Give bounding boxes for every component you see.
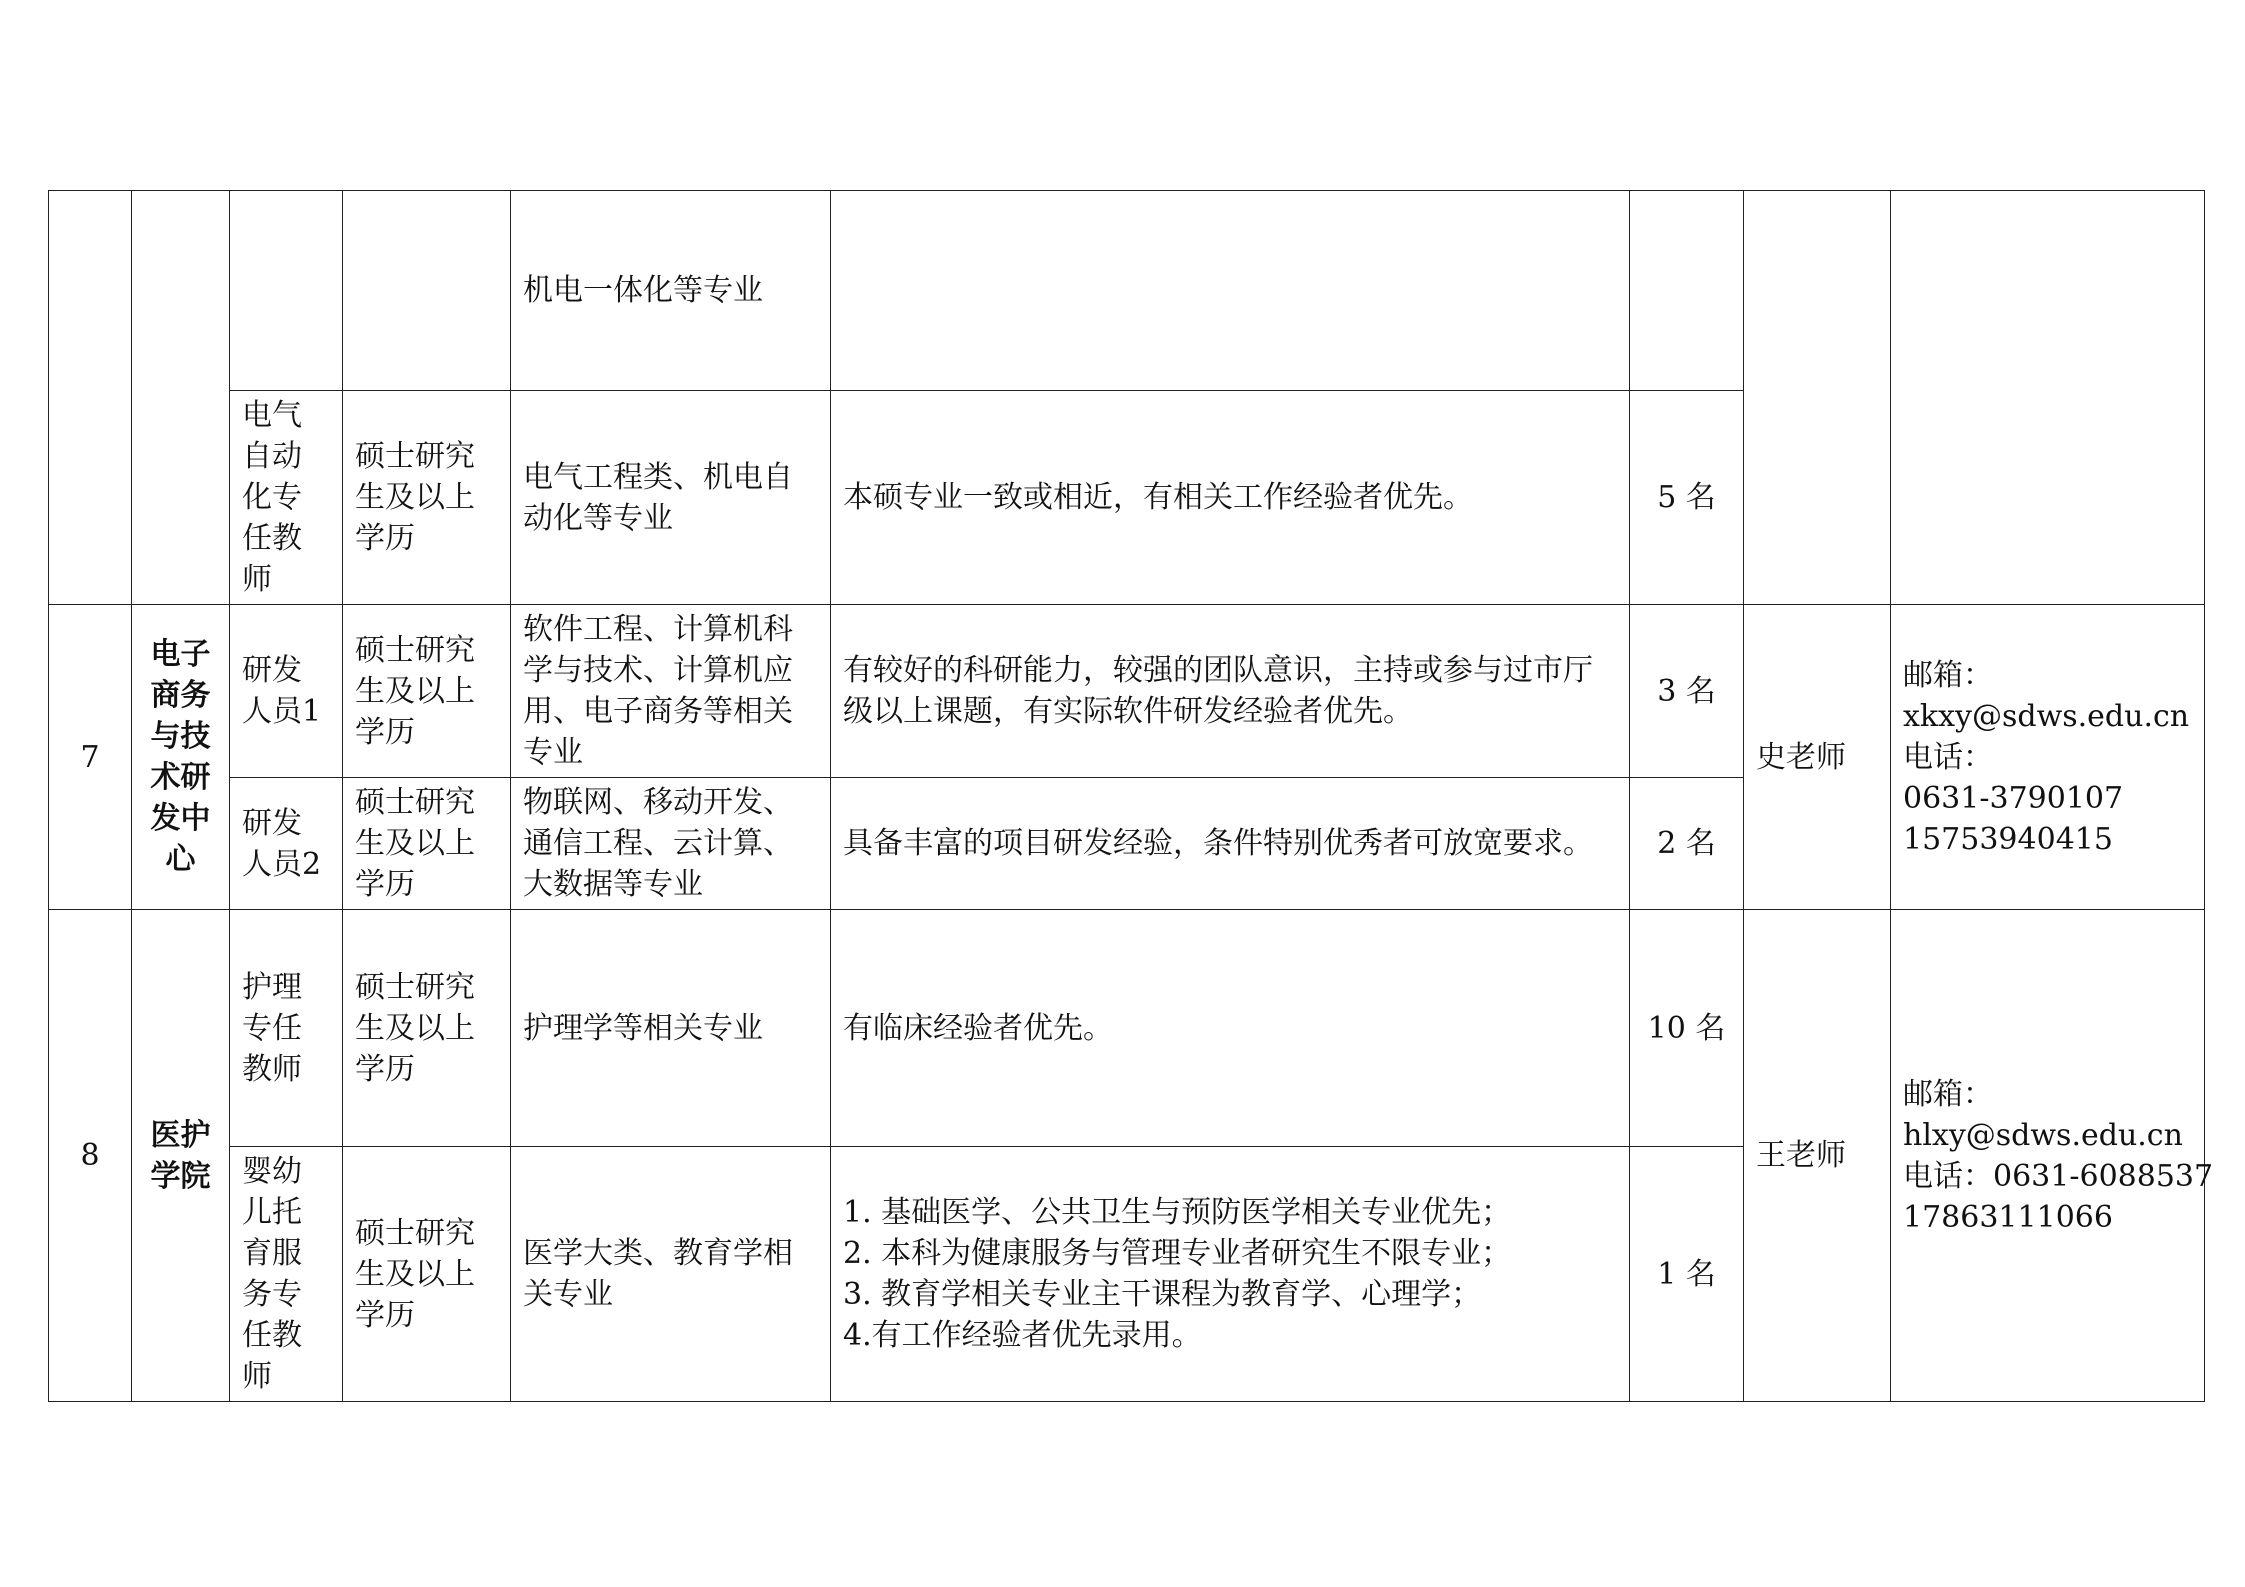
- phone-number: 电话：0631-6088537: [1903, 1158, 2214, 1194]
- contact-info-cell: [1891, 605, 2205, 910]
- requirement-line: 3. 教育学相关专业主干课程为教育学、心理学；: [843, 1277, 1482, 1312]
- unit-cell: [132, 191, 230, 605]
- requirement-cell: 本硕专业一致或相近，有相关工作经验者优先。: [831, 391, 1630, 605]
- contact-cell: [1744, 191, 1891, 605]
- number-cell: 8: [49, 910, 132, 1402]
- degree-cell: 硕士研究生及以上学历: [343, 778, 511, 910]
- major-cell: 医学大类、教育学相关专业: [511, 1147, 831, 1402]
- phone-label: 电话：: [1903, 739, 1993, 775]
- degree-cell: 硕士研究生及以上学历: [343, 605, 511, 778]
- degree-cell: 硕士研究生及以上学历: [343, 910, 511, 1147]
- mobile-number: 17863111066: [1903, 1199, 2113, 1235]
- post-cell: 护理专任教师: [230, 910, 343, 1147]
- table-row: [49, 605, 2205, 778]
- count-cell: 1 名: [1630, 1147, 1744, 1402]
- requirement-cell: 具备丰富的项目研发经验，条件特别优秀者可放宽要求。: [831, 778, 1630, 910]
- unit-cell: 电子商务与技术研发中心: [132, 605, 230, 910]
- table-row: [49, 191, 2205, 391]
- requirement-cell: 有较好的科研能力，较强的团队意识，主持或参与过市厅级以上课题，有实际软件研发经验者优先。: [831, 605, 1630, 778]
- unit-cell: 医护学院: [132, 910, 230, 1402]
- post-cell: 研发人员1: [230, 605, 343, 778]
- count-cell: 2 名: [1630, 778, 1744, 910]
- count-cell: 3 名: [1630, 605, 1744, 778]
- major-cell: 护理学等相关专业: [511, 910, 831, 1147]
- post-cell: 研发人员2: [230, 778, 343, 910]
- requirement-line: 4.有工作经验者优先录用。: [843, 1318, 1202, 1353]
- phone-number: 0631-3790107: [1903, 780, 2124, 816]
- requirement-line: 2. 本科为健康服务与管理专业者研究生不限专业；: [843, 1236, 1512, 1271]
- email-address: hlxy@sdws.edu.cn: [1903, 1117, 2183, 1153]
- post-cell: [230, 191, 343, 391]
- recruitment-table: [48, 190, 2214, 1402]
- major-cell: 物联网、移动开发、通信工程、云计算、大数据等专业: [511, 778, 831, 910]
- email-label: 邮箱：: [1903, 1076, 1993, 1112]
- table-row: [49, 910, 2205, 1147]
- contact-info-cell: [1891, 910, 2214, 1402]
- degree-cell: 硕士研究生及以上学历: [343, 391, 511, 605]
- degree-cell: [343, 191, 511, 391]
- major-cell: 软件工程、计算机科学与技术、计算机应用、电子商务等相关专业: [511, 605, 831, 778]
- post-cell: 婴幼儿托育服务专任教师: [230, 1147, 343, 1402]
- count-cell: 10 名: [1630, 910, 1744, 1147]
- requirement-cell: 有临床经验者优先。: [831, 910, 1630, 1147]
- requirement-line: 1. 基础医学、公共卫生与预防医学相关专业优先；: [843, 1195, 1512, 1230]
- major-cell: 机电一体化等专业: [511, 191, 831, 391]
- number-cell: [49, 191, 132, 605]
- number-cell: 7: [49, 605, 132, 910]
- major-cell: 电气工程类、机电自动化等专业: [511, 391, 831, 605]
- contact-info-cell: [1891, 191, 2205, 605]
- email-address: xkxy@sdws.edu.cn: [1903, 698, 2190, 734]
- post-cell: 电气自动化专任教师: [230, 391, 343, 605]
- requirement-cell: [831, 191, 1630, 391]
- mobile-number: 15753940415: [1903, 821, 2113, 857]
- degree-cell: 硕士研究生及以上学历: [343, 1147, 511, 1402]
- email-label: 邮箱：: [1903, 657, 1993, 693]
- contact-cell: 王老师: [1744, 910, 1891, 1402]
- requirement-cell: [831, 1147, 1630, 1402]
- count-cell: [1630, 191, 1744, 391]
- count-cell: 5 名: [1630, 391, 1744, 605]
- contact-cell: 史老师: [1744, 605, 1891, 910]
